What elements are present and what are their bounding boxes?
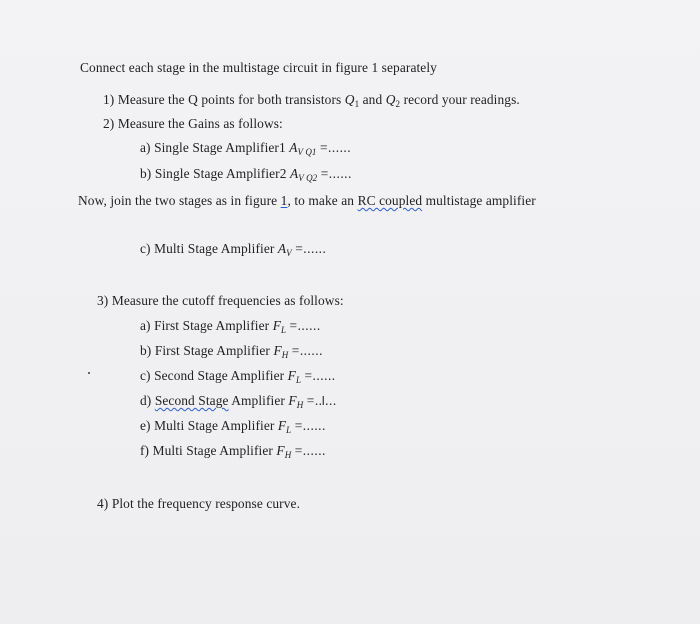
- q1-subscript: 1: [354, 99, 360, 109]
- row-text: First Stage Amplifier: [154, 343, 270, 358]
- freq-subscript: H: [296, 400, 304, 410]
- answer-blank: =......: [295, 241, 327, 256]
- row-text: Amplifier: [231, 393, 285, 408]
- answer-blank: =......: [291, 343, 323, 358]
- gain-symbol: A: [289, 140, 298, 155]
- answer-blank: =..: [306, 393, 323, 408]
- answer-blank: =......: [319, 140, 352, 155]
- freq-subscript: L: [280, 325, 287, 335]
- item-2a-text: Single Stage Amplifier1: [154, 140, 286, 155]
- item-2c: [140, 241, 326, 257]
- join-text-end: multistage amplifier: [425, 193, 536, 208]
- q2-symbol: Q: [385, 92, 396, 107]
- answer-blank-end: ...: [325, 393, 337, 408]
- item-2b-text: Single Stage Amplifier2: [154, 166, 287, 181]
- item-4-number: 4): [97, 496, 109, 511]
- row-text: Multi Stage Amplifier: [152, 443, 273, 458]
- gain-symbol: A: [290, 166, 299, 181]
- freq-subscript: L: [295, 375, 302, 385]
- item-4: [97, 496, 300, 512]
- item-1-number: 1): [103, 92, 115, 107]
- row-label: c): [140, 368, 151, 383]
- freq-symbol: F: [288, 393, 297, 408]
- row-label: e): [140, 418, 151, 433]
- row-text: Second Stage Amplifier: [154, 368, 285, 383]
- intro-text: [80, 60, 437, 76]
- item-3-row: [140, 443, 326, 459]
- text-cursor-icon: I: [321, 394, 326, 408]
- dust-speck: [88, 372, 90, 374]
- rc-coupled-term: RC coupled: [357, 193, 423, 208]
- figure-reference: 1: [280, 193, 288, 208]
- item-4-text: Plot the frequency response curve.: [111, 496, 301, 511]
- item-3-row: [140, 318, 321, 334]
- item-2a-label: a): [140, 140, 151, 155]
- freq-subscript: L: [286, 425, 292, 435]
- join-text-mid: , to make an: [287, 193, 355, 208]
- item-2b: [140, 166, 352, 182]
- freq-symbol: F: [272, 318, 281, 333]
- freq-subscript: H: [284, 450, 292, 460]
- q2-subscript: 2: [395, 99, 401, 109]
- freq-symbol: F: [287, 368, 296, 383]
- row-text: Multi Stage Amplifier: [154, 418, 275, 433]
- row-label: f): [140, 443, 150, 458]
- join-text: Now, join the two stages as in figure: [78, 193, 278, 208]
- item-3-row: [140, 368, 336, 384]
- row-text: First Stage Amplifier: [154, 318, 270, 333]
- item-2: [103, 116, 283, 132]
- item-2c-label: c): [140, 241, 151, 256]
- item-2-number: 2): [103, 116, 115, 131]
- item-2-text: Measure the Gains as follows:: [117, 116, 283, 131]
- join-sentence: [78, 193, 536, 209]
- item-3-number: 3): [97, 293, 109, 308]
- row-label: a): [140, 318, 151, 333]
- freq-symbol: F: [276, 443, 285, 458]
- freq-subscript: H: [281, 350, 289, 360]
- freq-symbol: F: [273, 343, 282, 358]
- answer-blank: =......: [320, 166, 352, 181]
- item-1-and: and: [362, 92, 383, 107]
- item-3-row: [140, 343, 323, 359]
- freq-symbol: F: [277, 418, 287, 433]
- intro-sentence: Connect each stage in the multistage circuit in figure 1 separately: [80, 60, 437, 75]
- item-3: [97, 293, 344, 309]
- item-1: [103, 92, 520, 108]
- q1-symbol: Q: [344, 92, 355, 107]
- answer-blank: =......: [304, 368, 336, 383]
- item-3-text: Measure the cutoff frequencies as follows:: [111, 293, 344, 308]
- item-2b-label: b): [140, 166, 152, 181]
- item-3-row: [140, 418, 326, 434]
- item-2c-text: Multi Stage Amplifier: [154, 241, 275, 256]
- answer-blank: =......: [289, 318, 321, 333]
- answer-blank: =......: [294, 443, 326, 458]
- gain-symbol: A: [277, 241, 287, 256]
- item-1-text: Measure the Q points for both transistors: [117, 92, 342, 107]
- gain-subscript: V Q1: [297, 147, 317, 157]
- gain-subscript: V: [286, 248, 292, 258]
- row-label: b): [140, 343, 152, 358]
- item-1-text-end: record your readings.: [403, 92, 520, 107]
- item-2a: [140, 140, 351, 156]
- answer-blank: =......: [294, 418, 326, 433]
- second-stage-underlined: Second Stage: [154, 393, 229, 408]
- row-label: d): [140, 393, 152, 408]
- gain-subscript: V Q2: [298, 173, 318, 183]
- item-3-row: [140, 393, 337, 409]
